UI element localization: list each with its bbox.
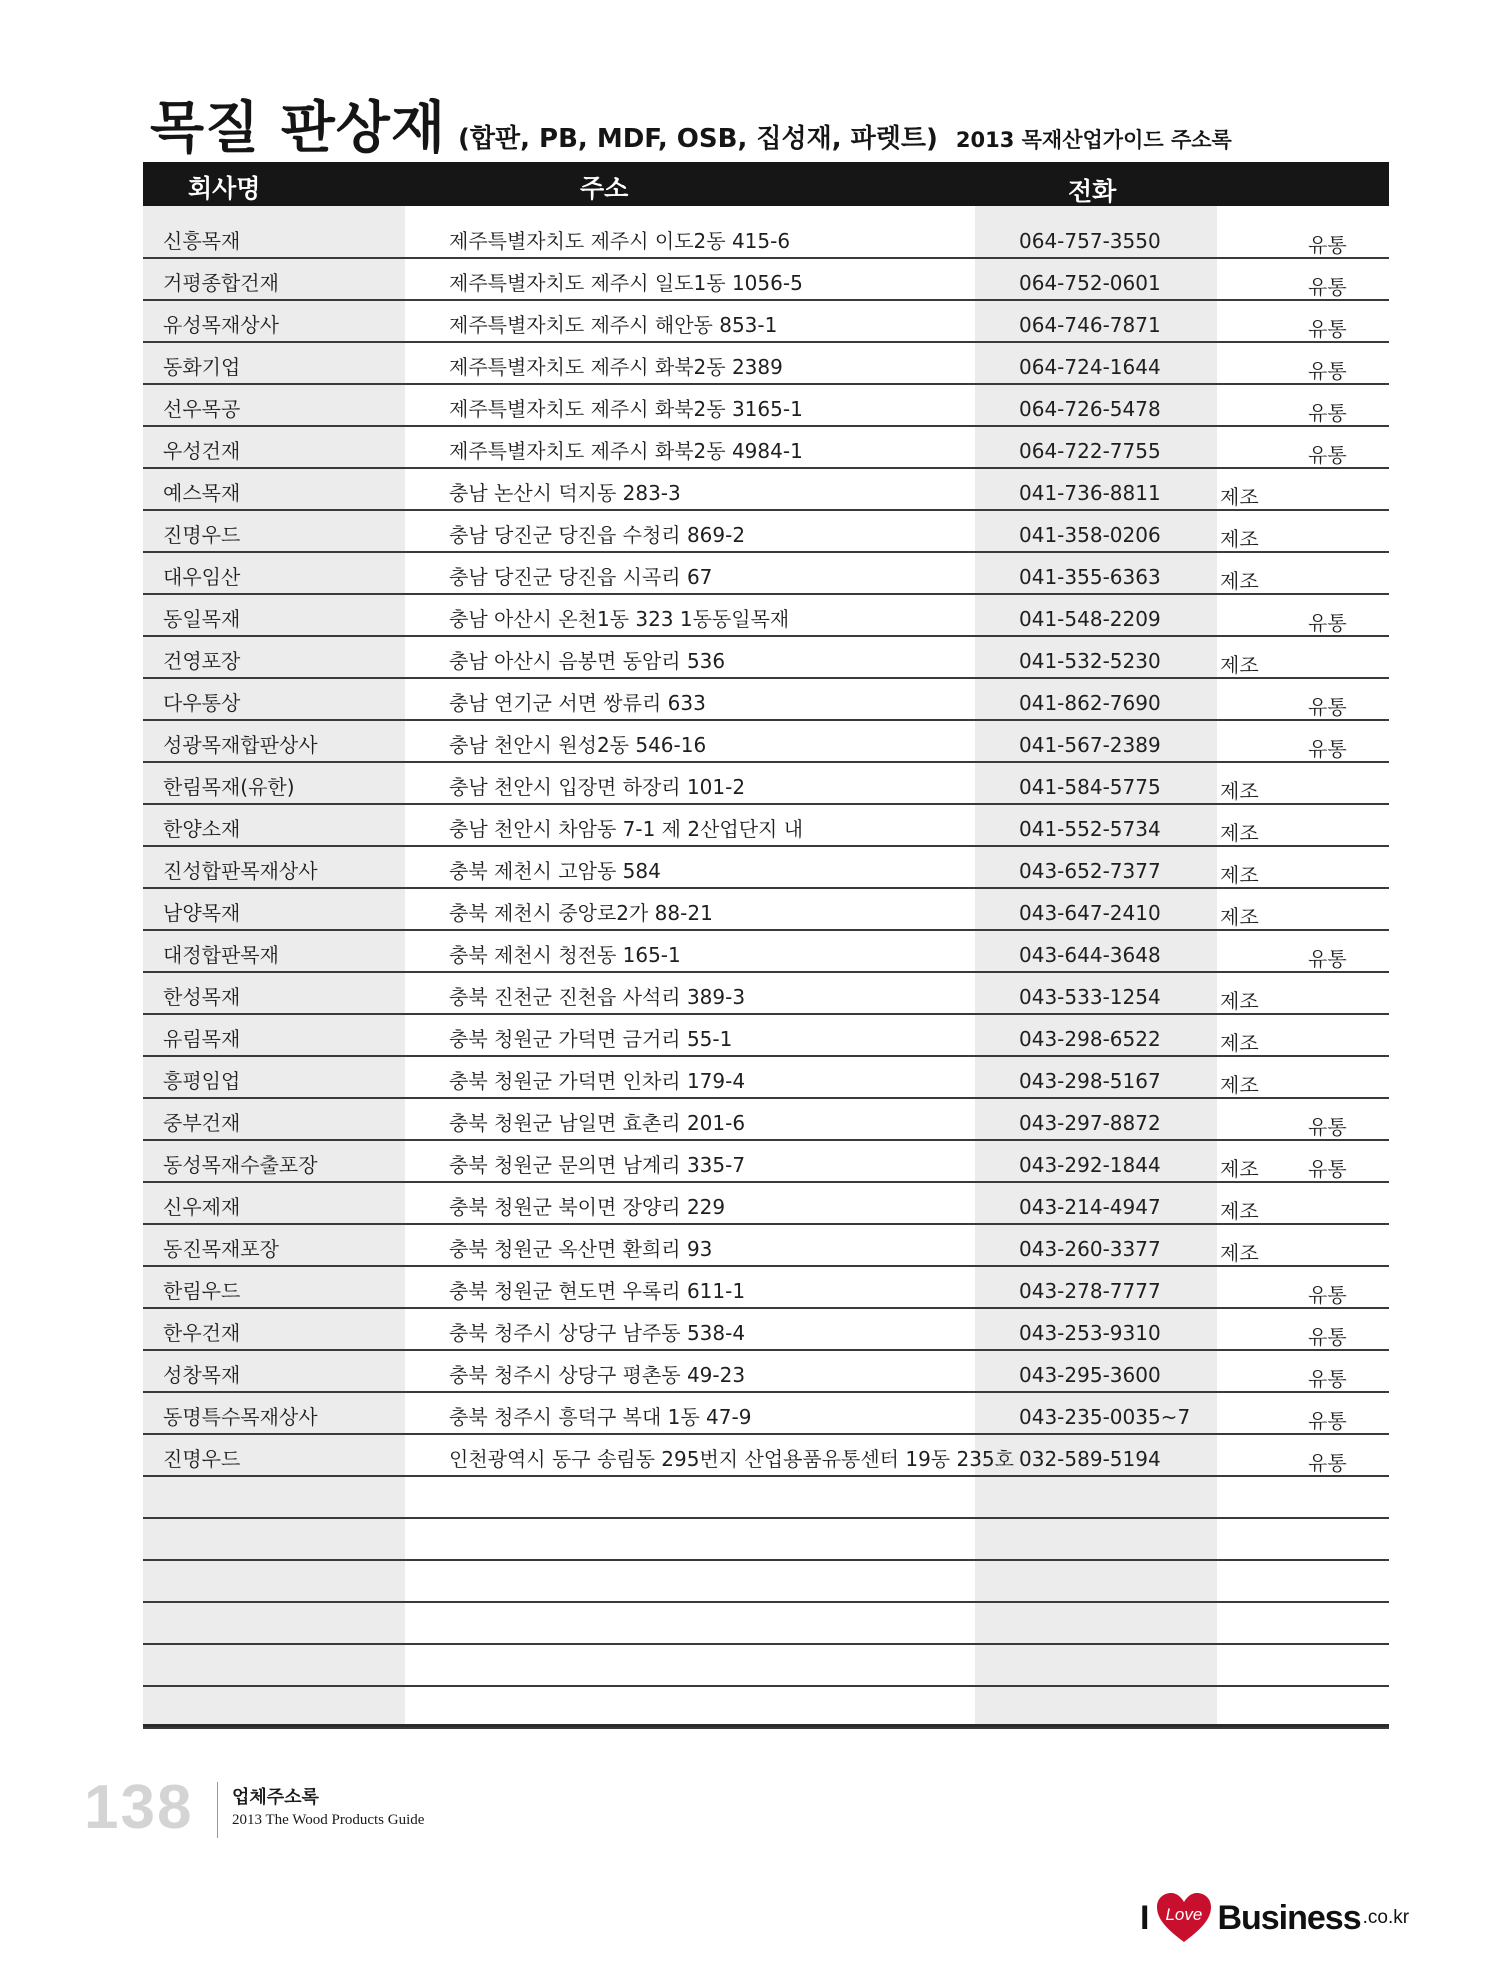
distribution-cell: 유통 bbox=[1308, 1451, 1347, 1475]
address-cell: 충북 청주시 상당구 평촌동 49-23 bbox=[449, 1363, 746, 1387]
company-cell: 진성합판목재상사 bbox=[163, 859, 318, 883]
table-row bbox=[143, 847, 1389, 889]
company-cell: 동명특수목재상사 bbox=[163, 1405, 318, 1429]
distribution-cell: 유통 bbox=[1308, 1325, 1347, 1349]
table-row bbox=[143, 343, 1389, 385]
address-cell: 제주특별자치도 제주시 화북2동 2389 bbox=[449, 355, 783, 379]
table-row bbox=[143, 931, 1389, 973]
footer-divider bbox=[217, 1782, 218, 1838]
company-cell: 신흥목재 bbox=[163, 229, 241, 253]
address-cell: 제주특별자치도 제주시 일도1동 1056-5 bbox=[449, 271, 803, 295]
phone-cell: 041-552-5734 bbox=[1019, 817, 1161, 841]
company-cell: 동진목재포장 bbox=[163, 1237, 279, 1261]
manufacturing-cell: 제조 bbox=[1220, 527, 1259, 551]
header-phone: 전화 bbox=[1068, 177, 1117, 206]
company-cell: 성광목재합판상사 bbox=[163, 733, 318, 757]
distribution-cell: 유통 bbox=[1308, 443, 1347, 467]
table-row bbox=[143, 511, 1389, 553]
phone-cell: 043-533-1254 bbox=[1019, 985, 1161, 1009]
company-cell: 동일목재 bbox=[163, 607, 241, 631]
address-cell: 제주특별자치도 제주시 화북2동 3165-1 bbox=[449, 397, 803, 421]
table-row bbox=[143, 1435, 1389, 1477]
distribution-cell: 유통 bbox=[1308, 737, 1347, 761]
logo-i: I bbox=[1140, 1898, 1150, 1937]
empty-table-row bbox=[143, 1603, 1389, 1645]
address-cell: 충북 청원군 북이면 장양리 229 bbox=[449, 1195, 726, 1219]
distribution-cell: 유통 bbox=[1308, 611, 1347, 635]
table-row bbox=[143, 595, 1389, 637]
distribution-cell: 유통 bbox=[1308, 233, 1347, 257]
table-row bbox=[143, 1393, 1389, 1435]
phone-cell: 043-260-3377 bbox=[1019, 1237, 1161, 1261]
title-guide: 2013 목재산업가이드 주소록 bbox=[955, 128, 1232, 152]
address-cell: 충북 진천군 진천읍 사석리 389-3 bbox=[449, 985, 746, 1009]
company-cell: 동성목재수출포장 bbox=[163, 1153, 318, 1177]
company-cell: 한림우드 bbox=[163, 1279, 241, 1303]
company-cell: 우성건재 bbox=[163, 439, 241, 463]
distribution-cell: 유통 bbox=[1308, 947, 1347, 971]
phone-cell: 041-567-2389 bbox=[1019, 733, 1161, 757]
manufacturing-cell: 제조 bbox=[1220, 1241, 1259, 1265]
address-cell: 충북 청주시 흥덕구 복대 1동 47-9 bbox=[449, 1405, 752, 1429]
distribution-cell: 유통 bbox=[1308, 275, 1347, 299]
company-cell: 한우건재 bbox=[163, 1321, 241, 1345]
company-cell: 다우통상 bbox=[163, 691, 241, 715]
company-cell: 동화기업 bbox=[163, 355, 241, 379]
table-row bbox=[143, 1099, 1389, 1141]
title-main: 목질 판상재 bbox=[150, 96, 446, 161]
phone-cell: 041-862-7690 bbox=[1019, 691, 1161, 715]
empty-table-row bbox=[143, 1477, 1389, 1519]
address-cell: 제주특별자치도 제주시 해안동 853-1 bbox=[449, 313, 778, 337]
table-row bbox=[143, 805, 1389, 847]
phone-cell: 043-235-0035~7 bbox=[1019, 1405, 1191, 1429]
table-row bbox=[143, 721, 1389, 763]
distribution-cell: 유통 bbox=[1308, 1157, 1347, 1181]
address-cell: 충북 청원군 현도면 우록리 611-1 bbox=[449, 1279, 746, 1303]
page-title bbox=[150, 84, 1390, 161]
company-cell: 거평종합건재 bbox=[163, 271, 279, 295]
phone-cell: 064-752-0601 bbox=[1019, 271, 1161, 295]
address-cell: 제주특별자치도 제주시 화북2동 4984-1 bbox=[449, 439, 803, 463]
company-cell: 건영포장 bbox=[163, 649, 241, 673]
distribution-cell: 유통 bbox=[1308, 1283, 1347, 1307]
phone-cell: 043-253-9310 bbox=[1019, 1321, 1161, 1345]
company-cell: 성창목재 bbox=[163, 1363, 241, 1387]
heart-icon bbox=[1155, 1892, 1213, 1944]
directory-table bbox=[143, 217, 1389, 1729]
manufacturing-cell: 제조 bbox=[1220, 569, 1259, 593]
company-cell: 유림목재 bbox=[163, 1027, 241, 1051]
manufacturing-cell: 제조 bbox=[1220, 653, 1259, 677]
footer-guide-title: 2013 The Wood Products Guide bbox=[232, 1812, 425, 1828]
address-cell: 충남 당진군 당진읍 시곡리 67 bbox=[449, 565, 713, 589]
company-cell: 남양목재 bbox=[163, 901, 241, 925]
table-row bbox=[143, 259, 1389, 301]
phone-cell: 032-589-5194 bbox=[1019, 1447, 1161, 1471]
phone-cell: 041-358-0206 bbox=[1019, 523, 1161, 547]
phone-cell: 064-724-1644 bbox=[1019, 355, 1161, 379]
table-row bbox=[143, 1183, 1389, 1225]
table-row bbox=[143, 385, 1389, 427]
company-cell: 선우목공 bbox=[163, 397, 241, 421]
table-row bbox=[143, 637, 1389, 679]
distribution-cell: 유통 bbox=[1308, 695, 1347, 719]
phone-cell: 043-292-1844 bbox=[1019, 1153, 1161, 1177]
table-row bbox=[143, 217, 1389, 259]
distribution-cell: 유통 bbox=[1308, 1409, 1347, 1433]
table-row bbox=[143, 1267, 1389, 1309]
company-cell: 한성목재 bbox=[163, 985, 241, 1009]
manufacturing-cell: 제조 bbox=[1220, 1157, 1259, 1181]
address-cell: 충북 청원군 문의면 남계리 335-7 bbox=[449, 1153, 746, 1177]
company-cell: 신우제재 bbox=[163, 1195, 241, 1219]
table-row bbox=[143, 679, 1389, 721]
distribution-cell: 유통 bbox=[1308, 1115, 1347, 1139]
table-row bbox=[143, 469, 1389, 511]
phone-cell: 043-295-3600 bbox=[1019, 1363, 1161, 1387]
distribution-cell: 유통 bbox=[1308, 401, 1347, 425]
phone-cell: 064-722-7755 bbox=[1019, 439, 1161, 463]
phone-cell: 043-214-4947 bbox=[1019, 1195, 1161, 1219]
brand-logo bbox=[1140, 1892, 1409, 1944]
empty-table-row bbox=[143, 1561, 1389, 1603]
logo-business: Business bbox=[1217, 1898, 1361, 1937]
address-cell: 충북 청원군 가덕면 금거리 55-1 bbox=[449, 1027, 733, 1051]
distribution-cell: 유통 bbox=[1308, 1367, 1347, 1391]
address-cell: 충북 제천시 고암동 584 bbox=[449, 859, 661, 883]
manufacturing-cell: 제조 bbox=[1220, 1199, 1259, 1223]
company-cell: 유성목재상사 bbox=[163, 313, 279, 337]
address-cell: 충북 청원군 가덕면 인차리 179-4 bbox=[449, 1069, 746, 1093]
company-cell: 한림목재(유한) bbox=[163, 775, 295, 799]
table-bottom-rule bbox=[143, 1724, 1389, 1727]
address-cell: 충남 천안시 입장면 하장리 101-2 bbox=[449, 775, 746, 799]
company-cell: 예스목재 bbox=[163, 481, 241, 505]
address-cell: 제주특별자치도 제주시 이도2동 415-6 bbox=[449, 229, 791, 253]
address-cell: 충북 제천시 중앙로2가 88-21 bbox=[449, 901, 713, 925]
manufacturing-cell: 제조 bbox=[1220, 821, 1259, 845]
table-row bbox=[143, 1225, 1389, 1267]
table-row bbox=[143, 763, 1389, 805]
address-cell: 충남 아산시 온천1동 323 1동동일목재 bbox=[449, 607, 790, 631]
phone-cell: 041-532-5230 bbox=[1019, 649, 1161, 673]
phone-cell: 043-298-5167 bbox=[1019, 1069, 1161, 1093]
company-cell: 진명우드 bbox=[163, 1447, 241, 1471]
table-row bbox=[143, 889, 1389, 931]
manufacturing-cell: 제조 bbox=[1220, 779, 1259, 803]
manufacturing-cell: 제조 bbox=[1220, 905, 1259, 929]
manufacturing-cell: 제조 bbox=[1220, 1031, 1259, 1055]
table-row bbox=[143, 973, 1389, 1015]
manufacturing-cell: 제조 bbox=[1220, 1073, 1259, 1097]
address-cell: 충남 연기군 서면 쌍류리 633 bbox=[449, 691, 706, 715]
distribution-cell: 유통 bbox=[1308, 359, 1347, 383]
phone-cell: 043-647-2410 bbox=[1019, 901, 1161, 925]
phone-cell: 043-644-3648 bbox=[1019, 943, 1161, 967]
company-cell: 한양소재 bbox=[163, 817, 241, 841]
empty-table-row bbox=[143, 1519, 1389, 1561]
logo-love: Love bbox=[1165, 1905, 1203, 1924]
table-row bbox=[143, 1057, 1389, 1099]
company-cell: 대우임산 bbox=[163, 565, 241, 589]
phone-cell: 043-297-8872 bbox=[1019, 1111, 1161, 1135]
phone-cell: 041-736-8811 bbox=[1019, 481, 1161, 505]
table-row bbox=[143, 553, 1389, 595]
table-row bbox=[143, 301, 1389, 343]
table-row bbox=[143, 1351, 1389, 1393]
header-address: 주소 bbox=[580, 174, 629, 203]
address-cell: 충남 천안시 차암동 7-1 제 2산업단지 내 bbox=[449, 817, 804, 841]
company-cell: 중부건재 bbox=[163, 1111, 241, 1135]
address-cell: 충남 천안시 원성2동 546-16 bbox=[449, 733, 707, 757]
company-cell: 대정합판목재 bbox=[163, 943, 279, 967]
table-row bbox=[143, 1309, 1389, 1351]
phone-cell: 043-278-7777 bbox=[1019, 1279, 1161, 1303]
phone-cell: 064-746-7871 bbox=[1019, 313, 1161, 337]
company-cell: 진명우드 bbox=[163, 523, 241, 547]
phone-cell: 041-548-2209 bbox=[1019, 607, 1161, 631]
address-cell: 충남 아산시 음봉면 동암리 536 bbox=[449, 649, 726, 673]
manufacturing-cell: 제조 bbox=[1220, 485, 1259, 509]
address-cell: 충남 논산시 덕지동 283-3 bbox=[449, 481, 681, 505]
footer-section-title: 업체주소록 bbox=[232, 1787, 319, 1808]
phone-cell: 041-584-5775 bbox=[1019, 775, 1161, 799]
phone-cell: 041-355-6363 bbox=[1019, 565, 1161, 589]
table-row bbox=[143, 1015, 1389, 1057]
address-cell: 충북 청주시 상당구 남주동 538-4 bbox=[449, 1321, 746, 1345]
manufacturing-cell: 제조 bbox=[1220, 863, 1259, 887]
title-subtitle: (합판, PB, MDF, OSB, 집성재, 파렛트) bbox=[457, 124, 938, 154]
phone-cell: 064-757-3550 bbox=[1019, 229, 1161, 253]
address-cell: 충북 청원군 옥산면 환희리 93 bbox=[449, 1237, 713, 1261]
phone-cell: 043-652-7377 bbox=[1019, 859, 1161, 883]
empty-table-row bbox=[143, 1687, 1389, 1729]
table-header bbox=[143, 162, 1389, 206]
distribution-cell: 유통 bbox=[1308, 317, 1347, 341]
address-cell: 인천광역시 동구 송림동 295번지 산업용품유통센터 19동 235호 bbox=[449, 1447, 1014, 1471]
header-company: 회사명 bbox=[188, 174, 261, 203]
phone-cell: 064-726-5478 bbox=[1019, 397, 1161, 421]
address-cell: 충북 청원군 남일면 효촌리 201-6 bbox=[449, 1111, 746, 1135]
address-cell: 충남 당진군 당진읍 수청리 869-2 bbox=[449, 523, 746, 547]
table-row bbox=[143, 427, 1389, 469]
logo-domain: .co.kr bbox=[1362, 1907, 1410, 1928]
manufacturing-cell: 제조 bbox=[1220, 989, 1259, 1013]
phone-cell: 043-298-6522 bbox=[1019, 1027, 1161, 1051]
page-number: 138 bbox=[84, 1773, 194, 1842]
address-cell: 충북 제천시 청전동 165-1 bbox=[449, 943, 681, 967]
empty-table-row bbox=[143, 1645, 1389, 1687]
table-row bbox=[143, 1141, 1389, 1183]
company-cell: 흥평임업 bbox=[163, 1069, 241, 1093]
